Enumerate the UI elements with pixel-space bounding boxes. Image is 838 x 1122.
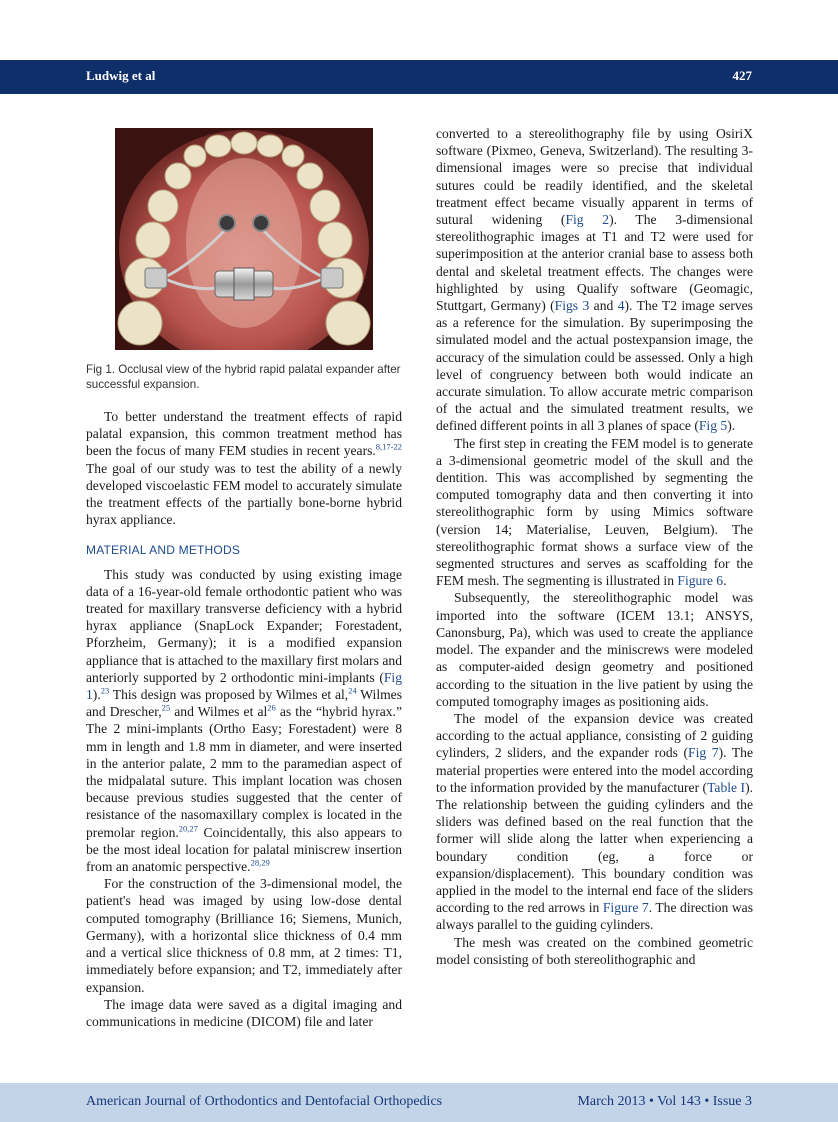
table-link[interactable]: Table I (707, 779, 746, 795)
paragraph: The mesh was created on the combined geometric model consisting of both stereolithographic and (436, 934, 753, 967)
paragraph: The model of the expansion device was created according to the actual appliance, consisting of 2 guiding cylinders, 2 sliders, and the expander rods (Fig 7). The material properties were entered into the model according to the information provided by the manufacturer (Table I). The relationship between the guiding cylinders and the sliders was defined based on the real function that the former will slide along the latter when experiencing a boundary condition (eg, a force or expansion/displacement). This boundary condition was applied in the model to the internal end face of the sliders according to the red arrows in Figure 7. The direction was always parallel to the guiding cylinders. (436, 710, 754, 933)
paragraph: The image data were saved as a digital imaging and communications in medicine (DICOM) file and later (86, 996, 402, 1029)
section-heading: MATERIAL AND METHODS (86, 543, 241, 558)
right-column (436, 125, 753, 968)
page-number: 427 (732, 68, 752, 83)
left-column (86, 408, 402, 1030)
paragraph: To better understand the treatment effects of rapid palatal expansion, this common treatment method has been the focus of many FEM studies in recent years.$^{8,17-22}$ The goal of our study was to test the ability of a newly developed viscoelastic FEM model to accurately simulate the treatment effects of the partially bone-borne hybrid hyrax appliance. (86, 409, 402, 528)
figure-link[interactable]: Figure 7 (602, 900, 649, 916)
figure-link[interactable]: Fig 5 (698, 418, 728, 434)
figure-link[interactable]: 4 (617, 298, 625, 314)
paragraph: converted to a stereolithography file by using OsiriX software (Pixmeo, Geneva, Switzerland). The resulting 3-dimensional images were so precise that individual sutures could be readily identified, and the skeletal treatment effect became visually apparent in terms of sutural widening (Fig 2). The 3-dimensional stereolithographic images at T1 and T2 were used for superimposition at the anterior cranial base to assess both dental and skeletal treatment effects. The changes were highlighted by using Qualify software (Geomagic, Stuttgart, Germany) (Figs 3 and 4). The T2 image serves as a reference for the simulation. By superimposing the simulated model and the actual postexpansion image, the accuracy of the simulation could be assessed. Only a high level of congruency between both would indicate an accurate simulation. To allow accurate metric comparison of the actual and the simulated treatment results, we defined different points in all 3 planes of space (Fig 5). (436, 126, 753, 434)
paragraph: For the construction of the 3-dimensional model, the patient's head was imaged by using low-dose dental computed tomography (Brilliance 16; Siemens, Munich, Germany), with a horizontal slice thickness of 0.4 mm and a vertical slice thickness of 0.8 mm, at 2 times: T1, immediately before expansion; and T2, immediately after expansion. (86, 876, 402, 995)
figure-link[interactable]: Fig 2 (565, 212, 610, 228)
citation[interactable]: 25 (161, 702, 171, 713)
figure-1-caption (86, 362, 406, 392)
citation[interactable]: 20,27 (178, 823, 198, 834)
figure-caption-text: Occlusal view of the hybrid rapid palatal expander after successful expansion. (86, 363, 401, 391)
figure-link[interactable]: Figure 6 (677, 573, 724, 589)
paragraph: The first step in creating the FEM model is to generate a 3-dimensional geometric model of the skull and the dentition. This was accomplished by segmenting the computed tomography data and then converting it into stereolithographic form by using Mimics software (version 14; Materialise, Leuven, Belgium). The stereolithographic format shows a surface view of the segmented structures and serves as scaffolding for the FEM mesh. The segmenting is illustrated in Figure 6. (436, 435, 753, 589)
figure-link[interactable]: Figs 3 (554, 298, 590, 314)
running-footer (0, 1083, 838, 1122)
paragraph: Subsequently, the stereolithographic model was imported into the software (ICEM 13.1; ANSYS, Canonsburg, Pa), which was used to create the appliance model. The expander and the miniscrews were modeled as computer-aided design geometry and positioned according to the situation in the live patient by using the computed tomography images as positioning aids. (436, 590, 753, 709)
citation[interactable]: 8,17-22 (375, 441, 402, 452)
citation[interactable]: 24 (348, 685, 357, 696)
journal-title: American Journal of Orthodontics and Dentofacial Orthopedics (86, 1094, 443, 1109)
citation[interactable]: 23 (100, 685, 110, 696)
figure-label: Fig 1. (86, 363, 115, 376)
citation[interactable]: 28,29 (250, 857, 270, 868)
issue-info: March 2013 • Vol 143 • Issue 3 (577, 1094, 752, 1109)
citation[interactable]: 26 (267, 702, 276, 713)
figure-link[interactable]: Fig 7 (688, 745, 719, 761)
running-header-author: Ludwig et al (86, 68, 156, 83)
figure-link[interactable]: Fig 1 (86, 669, 402, 703)
running-header (0, 60, 838, 94)
figure-1-photo (115, 128, 373, 350)
paragraph: This study was conducted by using existing image data of a 16-year-old female orthodontic patient who was treated for maxillary transverse deficiency with a hybrid hyrax appliance (SnapLock Expander; Forestadent, Pforzheim, Germany); it is a modified expansion appliance that is attached to the maxillary first molars and anteriorly supported by 2 orthodontic mini-implants (Fig 1).$^{23}$ This design was proposed by Wilmes et al,$^{24}$ Wilmes and Drescher,$^{25}$ and Wilmes et al$^{26}$ as the “hybrid hyrax.” The 2 mini-implants (Ortho Easy; Forestadent) were 8 mm in length and 1.8 mm in diameter, and were inserted in the anterior palate, 2 mm to the paramedian aspect of the midpalatal suture. This implant location was chosen because previous studies suggested that the center of resistance of the nasomaxillary complex is located in the premolar region.$^{20,27}$ Coincidentally, this also appears to be the most ideal location for palatal miniscrew insertion from an anatomic perspective.$^{28,29}$ (86, 566, 403, 875)
